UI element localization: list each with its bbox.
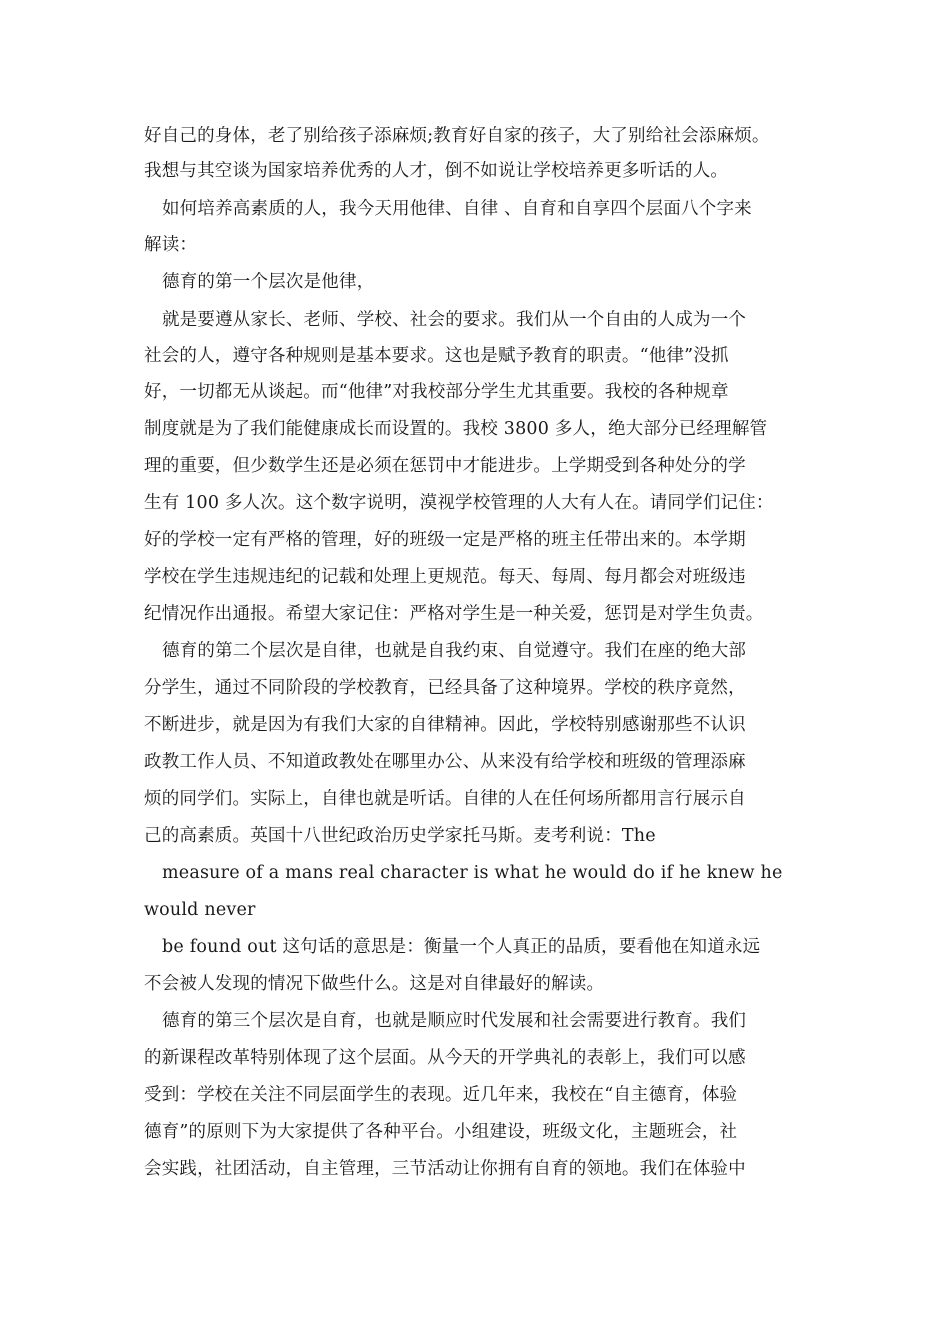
text-line: 学校在学生违规违纪的记载和处理上更规范。每天、每周、每月都会对班级违 <box>144 567 746 587</box>
text-line: 制度就是为了我们能健康成长而设置的。我校 3800 多人，绝大部分已经理解管 <box>144 419 768 439</box>
text-line: 己的高素质。英国十八世纪政治历史学家托马斯。麦考利说：The <box>144 826 656 846</box>
text-line: 纪情况作出通报。希望大家记住：严格对学生是一种关爱，惩罚是对学生负责。 <box>144 604 764 624</box>
text-line: 会实践，社团活动，自主管理，三节活动让你拥有自育的领地。我们在体验中 <box>144 1159 746 1179</box>
text-line: 就是要遵从家长、老师、学校、社会的要求。我们从一个自由的人成为一个 <box>162 310 747 330</box>
text-line: 德育的第一个层次是他律， <box>162 272 375 292</box>
text-line: 好自己的身体，老了别给孩子添麻烦;教育好自家的孩子，大了别给社会添麻烦。 <box>144 126 770 146</box>
text-line: 的新课程改革特别体现了这个层面。从今天的开学典礼的表彰上，我们可以感 <box>144 1048 746 1068</box>
text-line: 政教工作人员、不知道政教处在哪里办公、从来没有给学校和班级的管理添麻 <box>144 752 746 772</box>
text-line: measure of a mans real character is what he would do if he knew he <box>162 863 783 883</box>
text-line: 不断进步，就是因为有我们大家的自律精神。因此，学校特别感谢那些不认识 <box>144 715 746 735</box>
text-line: 好的学校一定有严格的管理，好的班级一定是严格的班主任带出来的。本学期 <box>144 530 746 550</box>
text-line: would never <box>144 900 256 920</box>
text-line: 解读： <box>144 235 198 255</box>
text-line: 德育的第三个层次是自育，也就是顺应时代发展和社会需要进行教育。我们 <box>162 1011 747 1031</box>
text-line: 如何培养高素质的人，我今天用他律、自律 、自育和自享四个层面八个字来 <box>162 199 752 219</box>
text-line: 我想与其空谈为国家培养优秀的人才，倒不如说让学校培养更多听话的人。 <box>144 161 729 181</box>
text-line: 分学生，通过不同阶段的学校教育，已经具备了这种境界。学校的秩序竟然， <box>144 678 746 698</box>
text-line: 德育的第二个层次是自律，也就是自我约束、自觉遵守。我们在座的绝大部 <box>162 641 747 661</box>
text-line: 社会的人，遵守各种规则是基本要求。这也是赋予教育的职责。“他律”没抓 <box>144 346 729 366</box>
text-line: 生有 100 多人次。这个数字说明，漠视学校管理的人大有人在。请同学们记住： <box>144 493 774 513</box>
text-line: 好，一切都无从谈起。而“他律”对我校部分学生尤其重要。我校的各种规章 <box>144 382 729 402</box>
text-line: 受到：学校在关注不同层面学生的表现。近几年来，我校在“自主德育，体验 <box>144 1085 738 1105</box>
text-line: 理的重要，但少数学生还是必须在惩罚中才能进步。上学期受到各种处分的学 <box>144 456 746 476</box>
text-line: 烦的同学们。实际上，自律也就是听话。自律的人在任何场所都用言行展示自 <box>144 789 746 809</box>
text-line: 德育”的原则下为大家提供了各种平台。小组建设，班级文化，主题班会，社 <box>144 1122 738 1142</box>
text-line: 不会被人发现的情况下做些什么。这是对自律最好的解读。 <box>144 974 605 994</box>
text-line: be found out 这句话的意思是：衡量一个人真正的品质，要看他在知道永远 <box>162 937 761 957</box>
